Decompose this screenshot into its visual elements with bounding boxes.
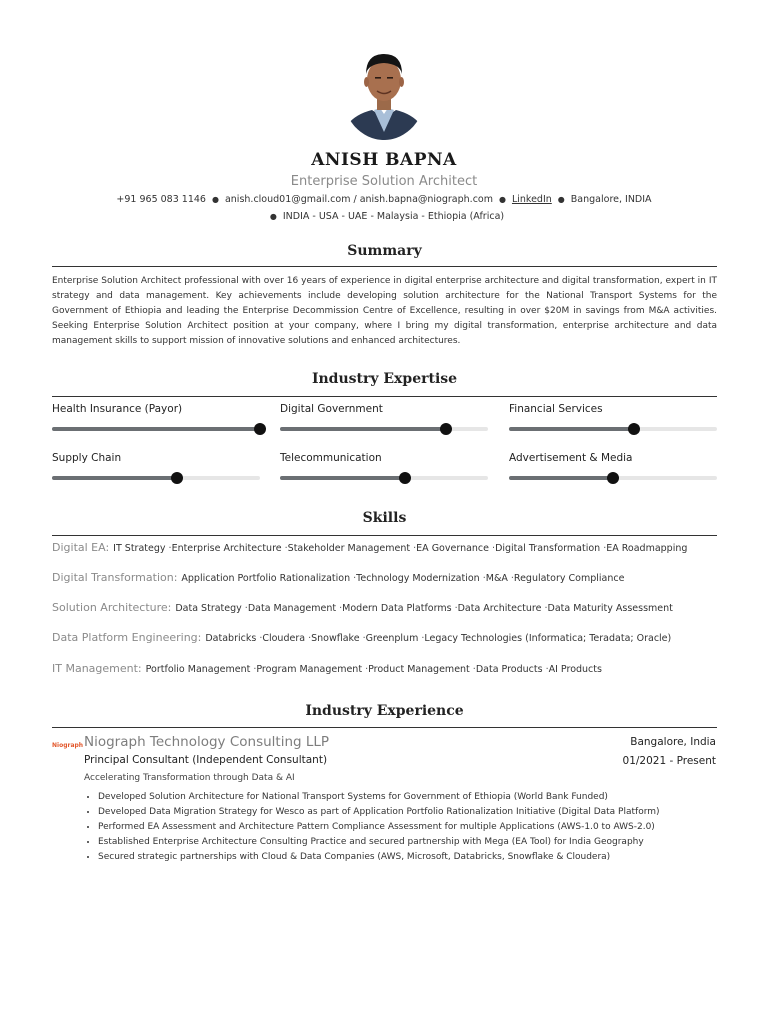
skill-item: · Product Management [362,664,470,675]
bullet-separator: ● [211,195,219,204]
phone-text: +91 965 083 1146 [116,194,206,205]
skill-item: · Data Products [470,664,543,675]
expertise-bar [280,427,488,431]
skill-item: IT Strategy [113,543,166,554]
skill-row [52,662,717,675]
expertise-item [52,452,260,464]
expertise-item [509,452,717,464]
skill-item: Application Portfolio Rationalization [181,573,351,584]
expertise-bar-fill [509,476,613,480]
regions-text: INDIA - USA - UAE - Malaysia - Ethiopia (Africa) [282,211,505,222]
skills-heading: Skills [362,510,407,526]
skill-item: · Stakeholder Management [282,543,411,554]
skill-category: IT Management: [52,662,142,675]
skill-category: Digital EA: [52,541,110,554]
summary-heading: Summary [347,243,422,259]
company-tagline: Accelerating Transformation through Data & AI [84,773,295,783]
expertise-label: Health Insurance (Payor) [52,403,183,415]
job-location: Bangalore, India [630,736,716,748]
expertise-heading: Industry Expertise [311,371,458,387]
summary-text: Enterprise Solution Architect professional with over 16 years of experience in digital enterprise architecture and digital transformation, expert in IT strategy and data management. Key achievements include developing solution architecture for the National Transport Systems for the Government of Ethiopia and leading the Enterprise Decommission Centre of Excellence, resulting in over $20M in savings from M&A activities. Seeking Enterprise Solution Architect position at your company, where I bring my digital transformation, enterprise architecture and data management skills to support mission of innovative solutions and enhanced architectures. [52,276,717,346]
location-text: Bangalore, INDIA [570,194,652,205]
experience-heading: Industry Experience [305,703,464,719]
skill-item: · Snowflake [305,633,360,644]
expertise-bar-knob [440,423,452,435]
skill-item: · Data Management [242,603,336,614]
expertise-label: Digital Government [280,403,383,415]
skill-item: · Regulatory Compliance [508,573,625,584]
skill-category: Data Platform Engineering: [52,631,202,644]
skill-item: Databricks [205,633,257,644]
skill-row [52,571,717,584]
section-divider [52,727,717,728]
skill-item: · EA Roadmapping [600,543,687,554]
expertise-label: Financial Services [509,403,603,415]
expertise-label: Telecommunication [280,452,382,464]
expertise-item [280,452,488,464]
skill-item: · Enterprise Architecture [166,543,282,554]
skill-item: · Digital Transformation [489,543,600,554]
skill-row [52,631,717,644]
skill-item: · Cloudera [256,633,305,644]
expertise-bar [509,476,717,480]
bullet-separator: ● [557,195,565,204]
achievement-item: • Secured strategic partnerships with Cloud & Data Companies (AWS, Microsoft, Databricks, Snowflake & Cloudera) [98,850,728,865]
section-divider [52,266,717,267]
candidate-title: Enterprise Solution Architect [290,174,478,189]
skill-item: · Greenplum [360,633,419,644]
skill-item: Data Strategy [175,603,242,614]
skill-item: · Technology Modernization [350,573,480,584]
expertise-bar [509,427,717,431]
expertise-bar-fill [280,427,446,431]
expertise-bar [52,476,260,480]
expertise-item [52,403,260,415]
section-divider [52,396,717,397]
company-name: Niograph Technology Consulting LLP [84,734,330,750]
expertise-bar-knob [628,423,640,435]
expertise-label: Supply Chain [52,452,122,464]
job-role: Principal Consultant (Independent Consultant) [84,754,328,766]
achievement-item: • Developed Solution Architecture for National Transport Systems for Government of Ethiopia (World Bank Funded) [98,790,728,805]
expertise-bar [52,427,260,431]
linkedin-link[interactable]: LinkedIn [511,194,552,205]
contact-line [0,194,768,205]
achievement-item: • Developed Data Migration Strategy for Wesco as part of Application Portfolio Rationalization Initiative (Digital Data Platform) [98,805,728,820]
regions-line [0,211,768,222]
expertise-item [280,403,488,415]
expertise-bar [280,476,488,480]
candidate-name: ANISH BAPNA [311,150,457,170]
skill-item: · Data Architecture [452,603,542,614]
expertise-item [509,403,717,415]
expertise-bar-knob [254,423,266,435]
achievement-item: • Established Enterprise Architecture Consulting Practice and secured partnership with Mega (EA Tool) for India Geography [98,835,728,850]
job-dates: 01/2021 - Present [622,755,716,767]
expertise-label: Advertisement & Media [509,452,633,464]
profile-photo [342,44,426,140]
expertise-bar-knob [607,472,619,484]
skill-item: · Modern Data Platforms [336,603,451,614]
skill-item: · Data Maturity Assessment [541,603,672,614]
skill-row [52,601,717,614]
skill-item: · Program Management [250,664,362,675]
section-divider [52,535,717,536]
skill-row [52,541,717,554]
skill-item: · Legacy Technologies (Informatica; Teradata; Oracle) [418,633,671,644]
skill-item: · AI Products [543,664,602,675]
expertise-bar-fill [52,476,177,480]
expertise-bar-knob [171,472,183,484]
skill-item: Portfolio Management [145,664,251,675]
bullet-separator: ● [269,212,277,221]
expertise-bar-fill [509,427,634,431]
company-logo: Niograph [52,742,84,749]
achievement-list [84,790,728,865]
bullet-separator: ● [498,195,506,204]
email-text[interactable]: anish.cloud01@gmail.com / anish.bapna@niograph.com [224,194,493,205]
expertise-bar-fill [280,476,405,480]
skill-item: · M&A [480,573,508,584]
expertise-bar-fill [52,427,260,431]
skill-category: Digital Transformation: [52,571,178,584]
achievement-item: • Performed EA Assessment and Architecture Pattern Compliance Assessment for multiple Applications (AWS-1.0 to AWS-2.0) [98,820,728,835]
skill-category: Solution Architecture: [52,601,172,614]
expertise-bar-knob [399,472,411,484]
skill-item: · EA Governance [410,543,489,554]
